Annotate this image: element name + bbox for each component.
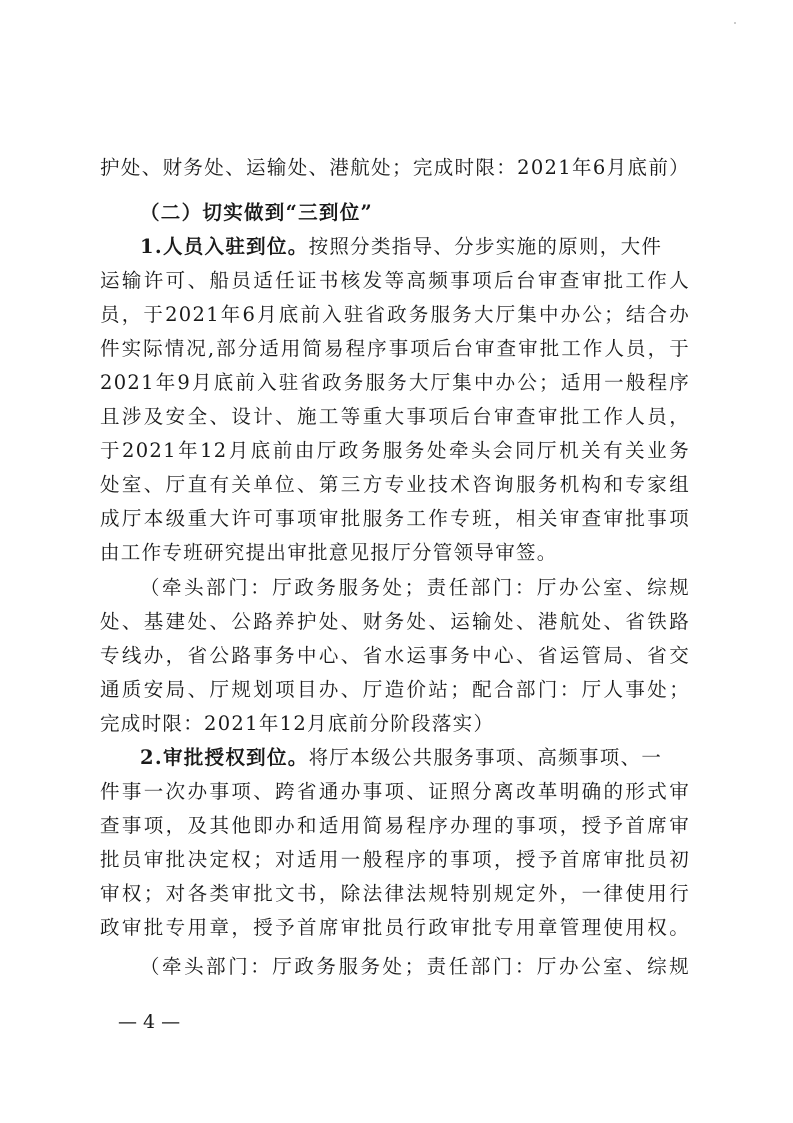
text-line: （牵头部门：厅政务服务处；责任部门：厅办公室、综规 [140, 955, 690, 978]
paragraph-line [140, 744, 690, 772]
text-line: 通质安局、厅规划项目办、厅造价站；配合部门：厅人事处； [100, 678, 690, 701]
paragraph-line [140, 233, 690, 261]
item-text: 将厅本级公共服务事项、高频事项、一 [308, 746, 663, 769]
text-line: 且涉及安全、设计、施工等重大事项后台审查审批工作人员， [100, 405, 690, 428]
text-line: 成厅本级重大许可事项审批服务工作专班，相关审查审批事项 [100, 507, 690, 530]
text-line: 完成时限：2021年12月底前分阶段落实） [100, 712, 495, 735]
text-line: 政审批专用章，授予首席审批员行政审批专用章管理使用权。 [100, 916, 690, 939]
text-line: 审权；对各类审批文书，除法律法规特别规定外，一律使用行 [100, 882, 690, 905]
page-number: — 4 — [118, 1011, 181, 1033]
text-line: 运输许可、船员适任证书核发等高频事项后台审查审批工作人 [100, 269, 690, 292]
text-line: 专线办，省公路事务中心、省水运事务中心、省运管局、省交 [100, 644, 690, 667]
section-heading: （二）切实做到“三到位” [140, 201, 374, 224]
text-line: 批员审批决定权；对适用一般程序的事项，授予首席审批员初 [100, 848, 690, 871]
text-line: 于2021年12月底前由厅政务服务处牵头会同厅机关有关业务 [100, 439, 690, 462]
text-line: 件实际情况,部分适用简易程序事项后台审查审批工作人员，于 [100, 337, 690, 360]
text-line: 2021年9月底前入驻省政务服务大厅集中办公；适用一般程序 [100, 371, 690, 394]
text-line: 件事一次办事项、跨省通办事项、证照分离改革明确的形式审 [100, 780, 690, 803]
scan-speck [734, 22, 736, 24]
text-line: 护处、财务处、运输处、港航处；完成时限：2021年6月底前） [100, 156, 690, 179]
text-line: 员，于2021年6月底前入驻省政务服务大厅集中办公；结合办 [100, 303, 690, 326]
item-title: 2.审批授权到位。 [140, 746, 309, 769]
text-line: 处室、厅直有关单位、第三方专业技术咨询服务机构和专家组 [100, 473, 690, 496]
text-line: 由工作专班研究提出审批意见报厅分管领导审签。 [100, 541, 558, 564]
text-line: 查事项，及其他即办和适用简易程序办理的事项，授予首席审 [100, 814, 690, 837]
item-text: 按照分类指导、分步实施的原则，大件 [308, 235, 663, 258]
text-line: 处、基建处、公路养护处、财务处、运输处、港航处、省铁路 [100, 610, 690, 633]
item-title: 1.人员入驻到位。 [140, 235, 309, 258]
text-line: （牵头部门：厅政务服务处；责任部门：厅办公室、综规 [140, 576, 690, 599]
